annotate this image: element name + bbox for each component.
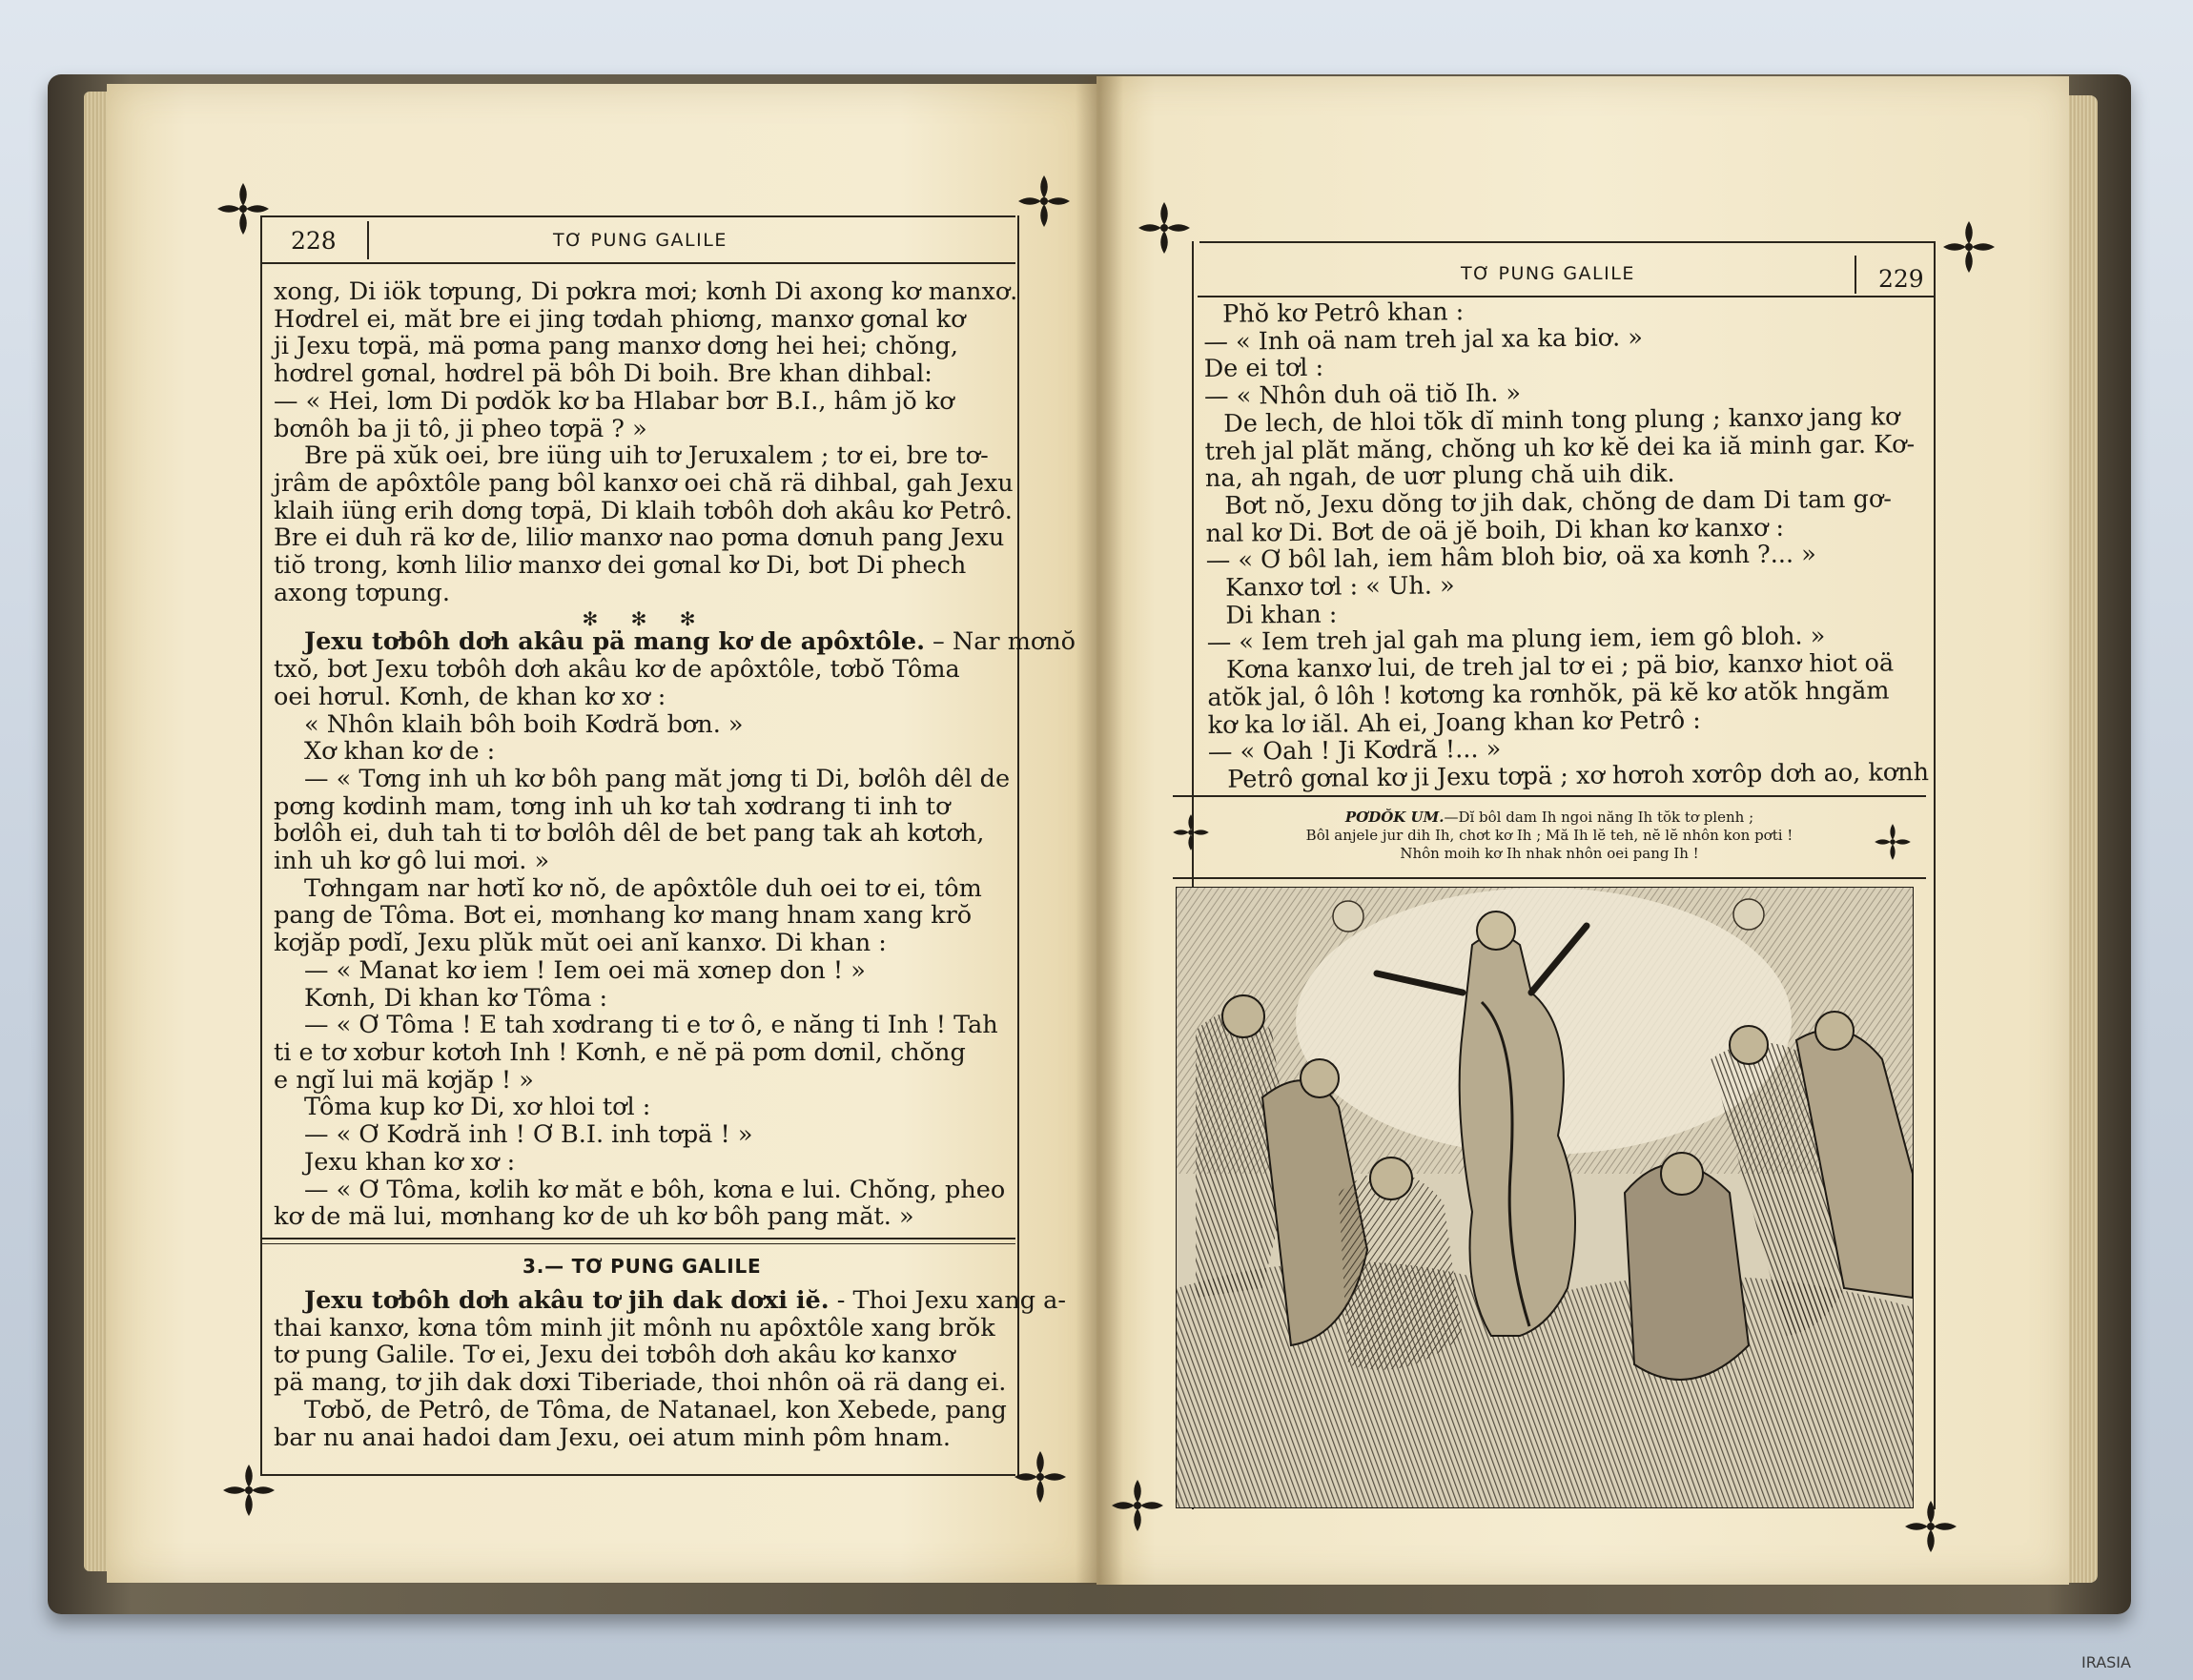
left-running-head: TƠ PUNG GALILE — [553, 230, 728, 251]
ascension-engraving — [1176, 887, 1914, 1508]
body-line: — « Ơ Kơdră inh ! Ơ B.I. inh tơpä ! » — [304, 1120, 753, 1150]
body-line: — « Ơ Tôma, kơlih kơ măt e bôh, kơna e lui. Chŏng, pheo — [304, 1175, 1006, 1204]
body-line: bơnôh ba ji tô, ji pheo tơpä ? » — [274, 414, 647, 443]
body-line: Phŏ kơ Petrô khan : — [1221, 297, 1465, 329]
body-line: ji Jexu tơpä, mä pơma pang manxơ dơng hei hei; chŏng, — [274, 332, 958, 361]
fleuron-ornament — [1899, 1495, 1962, 1558]
fleuron-ornament — [1106, 1474, 1169, 1537]
body-line: De lech, de hloi tŏk dĭ minh tong plung ; kanxơ jang kơ — [1223, 402, 1900, 439]
left-body-text — [274, 277, 1076, 1232]
body-line: xong, Di iök tơpung, Di pơkra mơi; kơnh Di axong kơ manxơ. — [274, 277, 1018, 306]
fleuron-ornament — [1009, 1445, 1072, 1508]
fleuron-ornament — [1133, 196, 1196, 259]
body-line: pang de Tôma. Bơt ei, mơnhang kơ mang hnam xang krŏ — [274, 901, 973, 931]
paragraph-lead: Jexu tơbôh dơh akâu pä mang kơ de apôxtôle. — [304, 627, 925, 657]
body-line: De ei tơl : — [1203, 354, 1324, 384]
body-line: — « Manat kơ iem ! Iem oei mä xơnep don ! » — [304, 955, 866, 985]
fleuron-ornament — [217, 1459, 280, 1522]
body-line: ti e tơ xơbur kơtơh Inh ! Kơnh, e nĕ pä pơm dơnil, chŏng — [274, 1037, 966, 1067]
fleuron-ornament — [1013, 170, 1076, 233]
right-body-text — [1203, 294, 1933, 794]
body-line: Kơnh, Di khan kơ Tôma : — [304, 983, 608, 1013]
body-line: tiŏ trong, kơnh liliơ manxơ dei gơnal kơ Di, bơt Di phech — [274, 551, 967, 581]
body-line: txŏ, bơt Jexu tơbôh dơh akâu kơ de apôxtôle, tơbŏ Tôma — [274, 655, 960, 685]
body-line: Tơhngam nar hơtĭ kơ nŏ, de apôxtôle duh oei tơ ei, tôm — [304, 873, 982, 903]
left-section-rule-inner — [262, 1243, 1015, 1244]
body-line: Petrô gơnal kơ ji Jexu tơpä ; xơ hơroh xơrôp dơh ao, kơnh — [1227, 758, 1930, 794]
paragraph-lead-rest: – Nar mơnŏ — [924, 627, 1076, 657]
body-line: — « Oah ! Ji Kơdră !... » — [1207, 735, 1502, 768]
caption-rule-top — [1173, 795, 1926, 797]
body-line: na, ah ngah, de uơr plung chă uih dik. — [1204, 460, 1675, 494]
right-page-number: 229 — [1878, 265, 1924, 293]
body-line: e ngĭ lui mä kơjăp ! » — [274, 1065, 534, 1095]
caption-label: PƠDŎK UM. — [1344, 809, 1445, 826]
section-stars: ✻ ✻ ✻ — [582, 607, 709, 631]
right-running-head: TƠ PUNG GALILE — [1461, 263, 1635, 284]
body-line: Bre ei duh rä kơ de, liliơ manxơ nao pơma dơnuh pang Jexu — [274, 523, 1005, 553]
body-line: pơng kơdinh mam, tơng inh uh kơ tah xơdrang ti inh tơ — [274, 791, 951, 821]
left-page-number: 228 — [291, 227, 337, 255]
section-title: 3.— TƠ PUNG GALILE — [523, 1255, 762, 1278]
section-lead-rest: - Thoi Jexu xang a- — [829, 1286, 1066, 1315]
caption-line: Nhôn moih kơ Ih nhak nhôn oei pang Ih ! — [1400, 845, 1699, 862]
body-line: jrâm de apôxtôle pang bôl kanxơ oei chă rä dihbal, gah Jexu — [274, 468, 1014, 498]
left-section-rule — [262, 1238, 1015, 1240]
caption-ornament — [1169, 810, 1213, 854]
body-line: « Nhôn klaih bôh boih Kơdră bơn. » — [304, 709, 744, 739]
body-line: oei hơrul. Kơnh, de khan kơ xơ : — [274, 682, 666, 711]
body-line: inh uh kơ gô lui mơi. » — [274, 847, 550, 876]
body-line: nal kơ Di. Bơt de oä jĕ boih, Di khan kơ kanxơ : — [1205, 513, 1785, 548]
body-line: kơ ka lơ iăl. Ah ei, Joang khan kơ Petrô : — [1207, 706, 1701, 740]
fleuron-ornament — [212, 177, 275, 240]
body-line: atŏk jal, ô lôh ! kơtơng ka rơnhŏk, pä kĕ kơ atŏk hngăm — [1207, 676, 1890, 712]
fleuron-ornament — [1937, 215, 2000, 278]
body-line: — « Ơ Tôma ! E tah xơdrang ti e tơ ô, e năng ti Inh ! Tah — [304, 1011, 998, 1040]
body-line: Kơna kanxơ lui, de treh jal tơ ei ; pä biơ, kanxơ hiot oä — [1225, 648, 1895, 685]
body-line: Kanxơ tơl : « Uh. » — [1224, 571, 1455, 603]
engraving-image — [1177, 888, 1913, 1507]
body-line: Bơt nŏ, Jexu dŏng tơ jih dak, chŏng de dam Di tam gơ- — [1224, 484, 1893, 521]
body-line: — « Ơ bôl lah, iem hâm bloh biơ, oä xa kơnh ?... » — [1205, 540, 1816, 576]
body-line: bơlôh ei, duh tah ti tơ bơlôh dêl de bet pang tak ah kơtơh, — [274, 819, 985, 849]
body-line: axong tơpung. — [274, 578, 450, 607]
body-line: Jexu khan kơ xơ : — [304, 1147, 516, 1177]
body-line: Hơdrel ei, măt bre ei jing tơdah phiơng, manxơ gơnal kơ — [274, 304, 966, 334]
source-watermark: IRASIA — [2081, 1653, 2131, 1671]
book-gutter — [1076, 76, 1123, 1585]
body-line: thai kanxơ, kơna tôm minh jit mônh nu apôxtôle xang brŏk — [274, 1313, 995, 1342]
left-section-text — [274, 1286, 1066, 1452]
body-line: kơjăp pơdĭ, Jexu plŭk mŭt oei anĭ kanxơ. Di khan : — [274, 929, 887, 958]
body-line: Di khan : — [1225, 600, 1338, 630]
body-line: klaih iüng erih dơng tơpä, Di klaih tơbôh dơh akâu kơ Petrô. — [274, 496, 1013, 525]
left-bottom-rule — [262, 1474, 1015, 1476]
body-line: kơ de mä lui, mơnhang kơ de uh kơ bôh pang măt. » — [274, 1202, 914, 1232]
body-line: — « Hei, lơm Di pơdŏk kơ ba Hlabar bơr B.I., hâm jŏ kơ — [274, 386, 954, 416]
illustration-caption — [1240, 809, 1859, 863]
body-line: hơdrel gơnal, hơdrel pä bôh Di boih. Bre khan dihbal: — [274, 359, 933, 389]
body-line: — « Iem treh jal gah ma plung iem, iem gô bloh. » — [1206, 622, 1826, 658]
body-line: — « Inh oä nam treh jal xa ka biơ. » — [1203, 322, 1644, 357]
body-line: pä mang, tơ jih dak dơxi Tiberiade, thoi nhôn oä rä dang ei. — [274, 1368, 1007, 1398]
body-line: Bre pä xŭk oei, bre iüng uih tơ Jeruxalem ; tơ ei, bre tơ- — [304, 441, 989, 471]
body-line: bar nu anai hadoi dam Jexu, oei atum minh pôm hnam. — [274, 1423, 952, 1452]
caption-line: —Dĭ bôl dam Ih ngoi năng Ih tŏk tơ plenh ; — [1444, 809, 1754, 826]
body-line: treh jal plăt măng, chŏng uh kơ kĕ dei ka iă minh gar. Kơ- — [1204, 429, 1916, 466]
section-lead: Jexu tơbôh dơh akâu tơ jih dak dơxi iĕ. — [304, 1286, 830, 1315]
body-line: Tôma kup kơ Di, xơ hloi tơl : — [304, 1093, 651, 1122]
body-line: tơ pung Galile. Tơ ei, Jexu dei tơbôh dơh akâu kơ kanxơ — [274, 1341, 955, 1370]
caption-line: Bôl anjele jur dih Ih, chơt kơ Ih ; Mă Ih lĕ teh, nĕ lĕ nhôn kon pơti ! — [1305, 827, 1793, 844]
body-line: Xơ khan kơ de : — [304, 737, 496, 767]
body-line: — « Tơng inh uh kơ bôh pang măt jơng ti Di, bơlôh dêl de — [304, 764, 1011, 793]
caption-ornament — [1871, 820, 1915, 864]
body-line: — « Nhôn duh oä tiŏ Ih. » — [1203, 379, 1522, 412]
body-line: Tơbŏ, de Petrô, de Tôma, de Natanael, kon Xebede, pang — [304, 1395, 1007, 1424]
caption-rule-bottom — [1173, 877, 1926, 879]
